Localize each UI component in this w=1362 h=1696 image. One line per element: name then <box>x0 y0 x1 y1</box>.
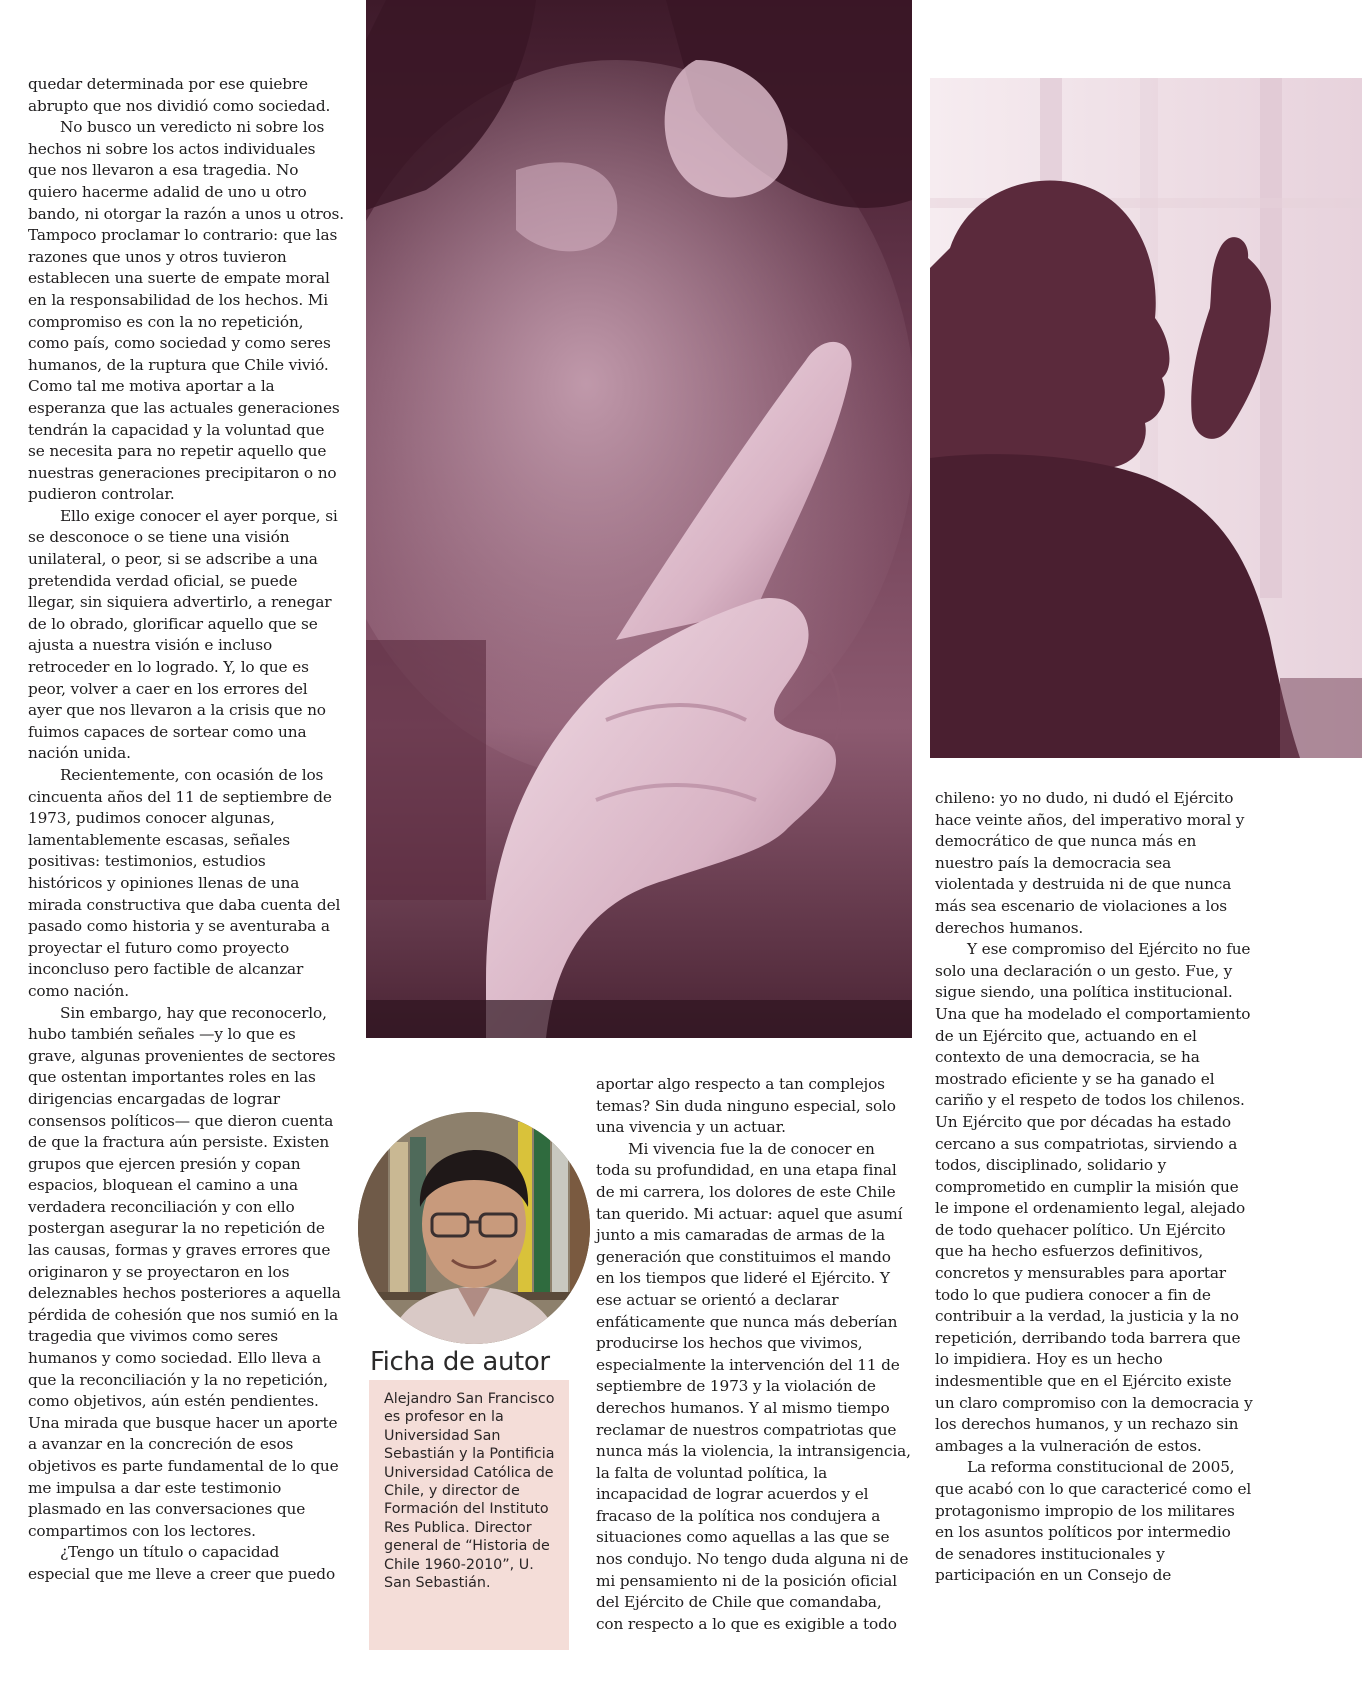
article-column-left <box>28 74 344 1586</box>
silhouette-illustration <box>930 78 1362 758</box>
paragraph: Y ese compromiso del Ejército no fue solo una declaración o un gesto. Fue, y sigue siendo, una política institucional. Una que ha modelado el comportamiento de un Ejército que, actuando en el contexto de una democracia, se ha mostrado eficiente y se ha ganado el cariño y el respeto de todos los chilenos. Un Ejército que por décadas ha estado cercano a sus compatriotas, sirviendo a todos, disciplinado, solidario y comprometido en cumplir la misión que le impone el ordenamiento legal, alejado de todo quehacer político. Un Ejército que ha hecho esfuerzos definitivos, concretos y mensurables para aportar todo lo que pudiera conocer a fin de contribuir a la verdad, la justicia y la no repetición, derribando toda barrera que lo impidiera. Hoy es un hecho indesmentible que en el Ejército existe un claro compromiso con la democracia y los derechos humanos, y un rechazo sin ambages a la vulneración de estos. <box>935 940 1253 1455</box>
paragraph: La reforma constitucional de 2005, que acabó con lo que caractericé como el protagonismo impropio de los militares en los asuntos políticos por intermedio de senadores institucionales y participación en un Consejo de <box>935 1458 1252 1585</box>
author-portrait-illustration <box>358 1112 590 1344</box>
silhouette-photo <box>930 78 1362 758</box>
author-bio: Alejandro San Francisco es profesor en la Universidad San Sebastián y la Pontificia Universidad Católica de Chile, y director de Formación del Instituto Res Publica. Director general de “Historia de Chile 1960-2010”, U. San Sebastián. <box>384 1391 555 1592</box>
paragraph: ¿Tengo un título o capacidad especial que me lleve a creer que puedo <box>28 1543 336 1583</box>
article-column-right <box>935 788 1253 1587</box>
paragraph: Sin embargo, hay que reconocerlo, hubo también señales —y lo que es grave, algunas provenientes de sectores que ostentan importantes roles en las dirigencias encargadas de lograr consensos políticos— que dieron cuenta de que la fractura aún persiste. Existen grupos que ejercen presión y copan espacios, bloquean el camino a una verdadera reconciliación y con ello postergan asegurar la no repetición de las causas, formas y graves errores que originaron y se proyectaron en los deleznables hechos posteriores a aquella pérdida de cohesión que nos sumió en la tragedia que vivimos como seres humanos y como sociedad. Ello lleva a que la reconciliación y la no repetición, como objetivos, aún estén pendientes. Una mirada que busque hacer un aporte a avanzar en la concreción de esos objetivos es parte fundamental de lo que me impulsa a dar este testimonio plasmado en las conversaciones que compartimos con los lectores. <box>28 1003 341 1540</box>
pointing-hand-illustration <box>366 0 912 1038</box>
pointing-hand-photo <box>366 0 912 1038</box>
paragraph: No busco un veredicto ni sobre los hechos ni sobre los actos individuales que nos llevaron a esa tragedia. No quiero hacerme adalid de uno u otro bando, ni otorgar la razón a unos u otros. Tampoco proclamar lo contrario: que las razones que unos y otros tuvieron establecen una suerte de empate moral en la responsabilidad de los hechos. Mi compromiso es con la no repetición, como país, como sociedad y como seres humanos, de la ruptura que Chile vivió. Como tal me motiva aportar a la esperanza que las actuales generaciones tendrán la capacidad y la voluntad que se necesita para no repetir aquello que nuestras generaciones precipitaron o no pudieron controlar. <box>28 118 344 504</box>
paragraph: Mi vivencia fue la de conocer en toda su profundidad, en una etapa final de mi carrera, los dolores de este Chile tan querido. Mi actuar: aquel que asumí junto a mis camaradas de armas de la generación que constituimos el mando en los tiempos que lideré el Ejército. Y ese actuar se orientó a declarar enfáticamente que nunca más deberían producirse los hechos que vivimos, especialmente la intervención del 11 de septiembre de 1973 y la violación de derechos humanos. Y al mismo tiempo reclamar de nuestros compatriotas que nunca más la violencia, la intransigencia, la falta de voluntad política, la incapacidad de lograr acuerdos y el fracaso de la política nos condujera a situaciones como aquellas a las que se nos condujo. No tengo duda alguna ni de mi pensamiento ni de la posición oficial del Ejército de Chile que comandaba, con respecto a lo que es exigible a todo <box>596 1139 911 1633</box>
paragraph: chileno: yo no dudo, ni dudó el Ejército hace veinte años, del imperativo moral y democrático de que nunca más en nuestro país la democracia sea violentada y destruida ni de que nunca más sea escenario de violaciones a los derechos humanos. <box>935 789 1245 937</box>
author-box-title: Ficha de autor <box>370 1347 550 1377</box>
paragraph: Recientemente, con ocasión de los cincuenta años del 11 de septiembre de 1973, pudimos conocer algunas, lamentablemente escasas, señales positivas: testimonios, estudios históricos y opiniones llenas de una mirada constructiva que daba cuenta del pasado como historia y se aventuraba a proyectar el futuro como proyecto inconcluso pero factible de alcanzar como nación. <box>28 766 341 1000</box>
paragraph: Ello exige conocer el ayer porque, si se desconoce o se tiene una visión unilateral, o peor, si se adscribe a una pretendida verdad oficial, se puede llegar, sin siquiera advertirlo, a renegar de lo obrado, glorificar aquello que se ajusta a nuestra visión e incluso retroceder en lo logrado. Y, lo que es peor, volver a caer en los errores del ayer que nos llevaron a la crisis que no fuimos capaces de sortear como una nación unida. <box>28 506 338 763</box>
author-portrait <box>358 1112 590 1344</box>
paragraph: quedar determinada por ese quiebre abrupto que nos dividió como sociedad. <box>28 75 331 115</box>
article-column-middle <box>596 1074 912 1635</box>
paragraph: aportar algo respecto a tan complejos temas? Sin duda ninguno especial, solo una vivencia y un actuar. <box>596 1075 896 1137</box>
